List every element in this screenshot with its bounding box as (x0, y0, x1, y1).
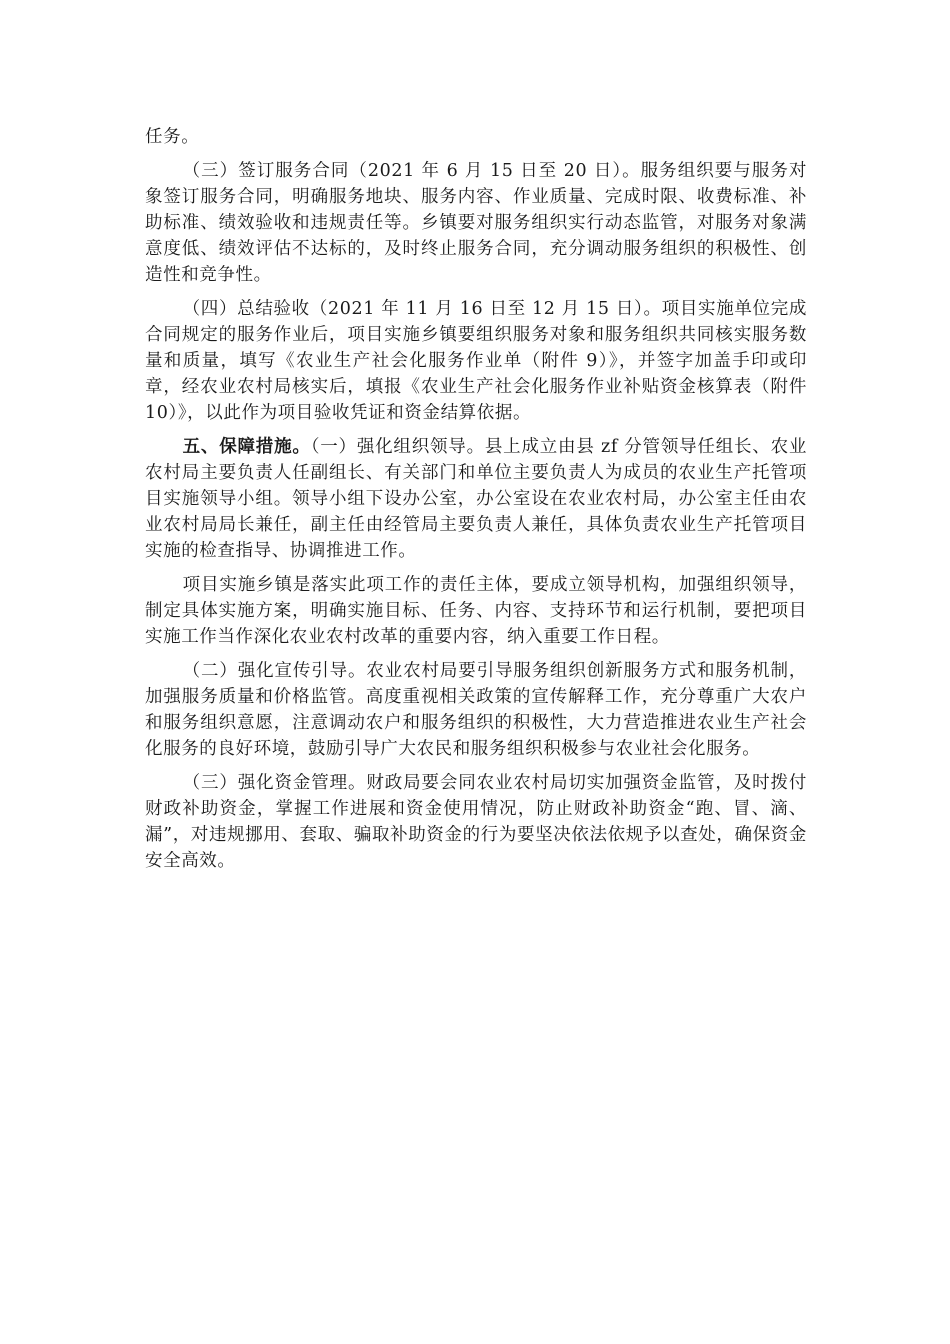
paragraph-publicity: （二）强化宣传引导。农业农村局要引导服务组织创新服务方式和服务机制，加强服务质量和价格监管。高度重视相关政策的宣传解释工作，充分尊重广大农户和服务组织意愿，注意调动农户和服务组织的积极性，大力营造推进农业生产社会化服务的良好环境，鼓励引导广大农民和服务组织积极参与农业社会化服务。 (145, 661, 807, 759)
paragraph-township-responsibility: 项目实施乡镇是落实此项工作的责任主体，要成立领导机构，加强组织领导，制定具体实施方案，明确实施目标、任务、内容、支持环节和运行机制，要把项目实施工作当作深化农业农村改革的重要内容，纳入重要工作日程。 (145, 575, 807, 647)
section-body: （一）强化组织领导。县上成立由县 zf 分管领导任组长、农业农村局主要负责人任副组长、有关部门和单位主要负责人为成员的农业生产托管项目实施领导小组。领导小组下设办公室，办公室设在农业农村局，办公室主任由农业农村局局长兼任，副主任由经管局主要负责人兼任，具体负责农业生产托管项目实施的检查指导、协调推进工作。 (145, 437, 807, 561)
document-body (145, 124, 807, 882)
paragraph-safeguards (145, 434, 807, 564)
section-heading: 五、保障措施。 (182, 437, 311, 457)
paragraph-sign-contract: （三）签订服务合同（2021 年 6 月 15 日至 20 日）。服务组织要与服务对象签订服务合同，明确服务地块、服务内容、作业质量、完成时限、收费标准、补助标准、绩效验收和违规责任等。乡镇要对服务组织实行动态监管，对服务对象满意度低、绩效评估不达标的，及时终止服务合同，充分调动服务组织的积极性、创造性和竞争性。 (145, 161, 807, 285)
paragraph-fund-management: （三）强化资金管理。财政局要会同农业农村局切实加强资金监管，及时拨付财政补助资金，掌握工作进展和资金使用情况，防止财政补助资金“跑、冒、滴、漏”，对违规挪用、套取、骗取补助资金的行为要坚决依法依规予以查处，确保资金安全高效。 (145, 773, 807, 871)
paragraph-continuation: 任务。 (145, 127, 200, 147)
paragraph-acceptance: （四）总结验收（2021 年 11 月 16 日至 12 月 15 日）。项目实施单位完成合同规定的服务作业后，项目实施乡镇要组织服务对象和服务组织共同核实服务数量和质量，填写《农业生产社会化服务作业单（附件 9）》，并签字加盖手印或印章，经农业农村局核实后，填报《农业生产社会化服务作业补贴资金核算表（附件 10）》，以此作为项目验收凭证和资金结算依据。 (145, 299, 807, 423)
